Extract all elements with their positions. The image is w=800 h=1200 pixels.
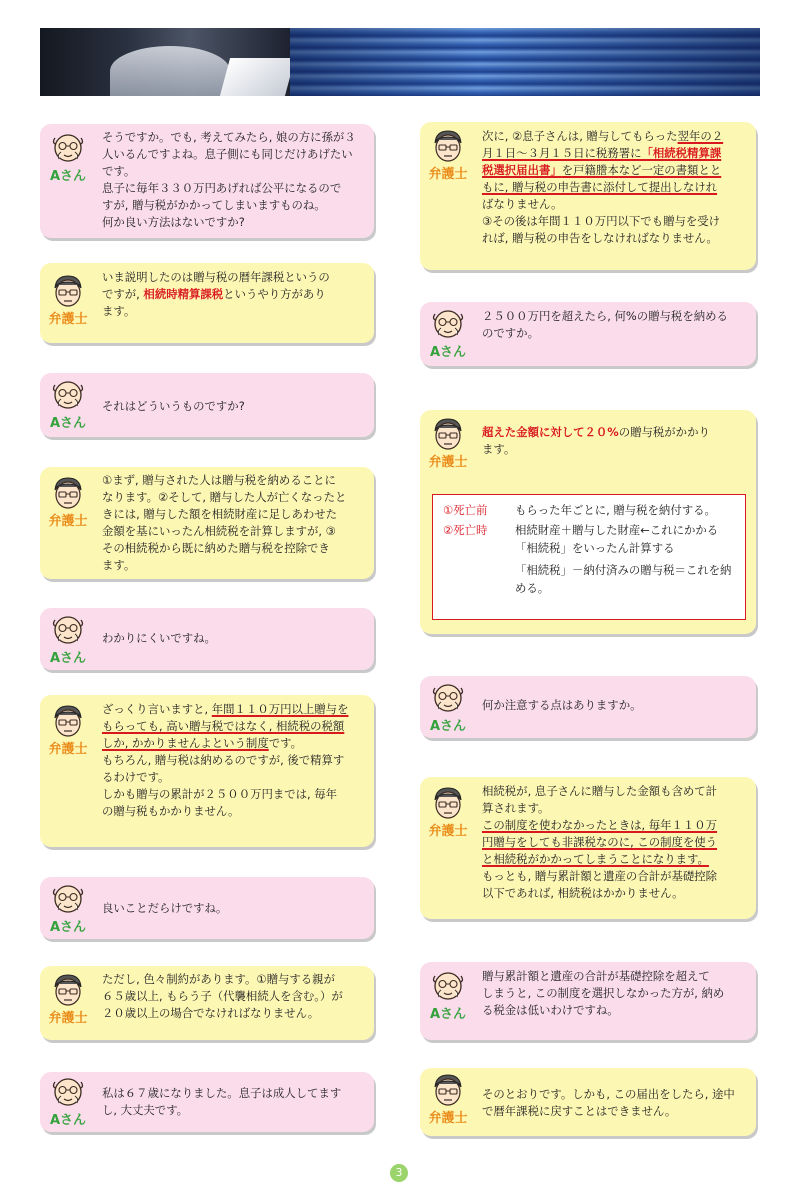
lawyer-face-icon <box>431 1072 465 1106</box>
note-label: ①死亡前 <box>443 503 488 517</box>
underlined-phrase: 円贈与をしても非課税なのに, この制度を使う <box>482 835 718 849</box>
speaker-name: Aさん <box>49 651 87 666</box>
dialogue-bubble <box>420 410 756 634</box>
dialogue-bubble <box>40 263 374 343</box>
dialogue-bubble <box>40 966 374 1040</box>
dialogue-bubble <box>40 608 374 670</box>
dialogue-text: いま説明したのは贈与税の暦年課税というの ですが, 相続時精算課税というやり方があり ます。 <box>102 270 330 318</box>
speaker-avatar <box>428 1072 472 1126</box>
speaker-name: Aさん <box>429 345 467 360</box>
lawyer-face-icon <box>431 416 465 450</box>
speaker-avatar <box>428 416 472 470</box>
lawyer-face-icon <box>431 128 465 162</box>
underlined-phrase: と相続税がかかってしまうことになります。 <box>482 852 709 866</box>
speaker-avatar <box>428 680 472 734</box>
highlight-term: 超えた金額に対して２０% <box>482 425 619 439</box>
lawyer-face-icon <box>51 972 85 1006</box>
speaker-name: 弁護士 <box>48 742 88 757</box>
dialogue-text: 贈与累計額と遺産の合計が基礎控除を超えて しまうと, この制度を選択しなかった方が, 納め る税金は低いわけですね。 <box>482 969 725 1017</box>
dialogue-bubble <box>40 695 374 847</box>
header-banner <box>40 28 760 96</box>
underlined-phrase: もに, 贈与税の申告書に添付して提出しなけれ <box>482 180 718 194</box>
underlined-phrase: この制度を使わなかったときは, 毎年１１０万 <box>482 818 718 832</box>
note-box: ①死亡前 もらった年ごとに, 贈与税を納付する。 ②死亡時 相続財産＋贈与した財産←これにかかる 「相続税」をいったん計算する 「相続税」－納付済みの贈与税＝これを納 める。 <box>432 494 746 620</box>
lawyer-face-icon <box>51 475 85 509</box>
dialogue-text: 私は６７歳になりました。息子は成人してます し, 大丈夫です。 <box>102 1086 342 1117</box>
dialogue-text: そのとおりです。しかも, この届出をしたら, 途中 で暦年課税に戻すことはできません。 <box>482 1087 735 1118</box>
speaker-avatar <box>48 130 92 184</box>
lawyer-face-icon <box>51 273 85 307</box>
dialogue-text: そうですか。でも, 考えてみたら, 娘の方に孫が３ 人いるんですよね。息子側にも同じだけあげたい です。 息子に毎年３３０万円あげれば公平になるので すが, 贈与税がかかってしまいますものね。 何か良い方法はないですか? <box>102 130 356 229</box>
speaker-name: Aさん <box>429 1007 467 1022</box>
dialogue-bubble <box>40 1072 374 1132</box>
client-face-icon <box>51 377 85 411</box>
speaker-name: 弁護士 <box>428 167 468 182</box>
highlight-term: 「相続税精算課 <box>641 146 722 160</box>
client-face-icon <box>51 130 85 164</box>
dialogue-text: ２５００万円を超えたら, 何%の贈与税を納める のですか。 <box>482 309 728 340</box>
speaker-avatar <box>428 306 472 360</box>
underlined-phrase: 年間１１０万円以上贈与を <box>211 702 349 716</box>
speaker-avatar <box>48 377 92 431</box>
highlight-term: 税選択届出書」 <box>482 163 562 177</box>
note-label: ②死亡時 <box>443 523 488 537</box>
underlined-phrase: しか, かかりませんよという制度 <box>102 736 269 750</box>
client-face-icon <box>51 612 85 646</box>
dialogue-text: 超えた金額に対して２０%の贈与税がかかり ます。 <box>482 425 710 456</box>
dialogue-text: ざっくり言いますと, 年間１１０万円以上贈与を もらっても, 高い贈与税ではなく, 相続税の税額 しか, かかりませんよという制度です。 もちろん, 贈与税は納めるのですが, 後で精算す るわけです。 しかも贈与の累計が２５００万円までは, 毎年 の贈与税もかかりません。 <box>102 701 364 820</box>
underlined-phrase: 月１日～３月１５日に税務署に <box>482 146 642 160</box>
speaker-avatar <box>48 703 92 757</box>
dialogue-bubble <box>420 122 756 270</box>
client-face-icon <box>431 680 465 714</box>
header-photo <box>40 28 290 96</box>
dialogue-text: ただし, 色々制約があります。①贈与する親が ６５歳以上, もらう子（代襲相続人を含む。）が ２０歳以上の場合でなければなりません。 <box>102 972 343 1020</box>
speaker-name: Aさん <box>49 416 87 431</box>
dialogue-bubble <box>40 877 374 939</box>
speaker-avatar <box>428 785 472 839</box>
dialogue-bubble <box>40 373 374 437</box>
dialogue-text: 何か注意する点はありますか。 <box>482 698 642 712</box>
dialogue-text: ①まず, 贈与された人は贈与税を納めることに なります。②そして, 贈与した人が亡くなったと きには, 贈与した額を相続財産に足しあわせた 金額を基にいったん相続税を計算しますが, ③ その相続税から既に納めた贈与税を控除でき ます。 <box>102 473 347 572</box>
speaker-name: Aさん <box>49 920 87 935</box>
page-number: 3 <box>390 1164 408 1182</box>
dialogue-text: 相続税が, 息子さんに贈与した金額も含めて計 算されます。 この制度を使わなかったときは, 毎年１１０万 円贈与をしても非課税なのに, この制度を使う と相続税がかかってしまうことになります。 もっとも, 贈与累計額と遺産の合計が基礎控除 以下であれば, 相続税はかかりません。 <box>482 783 746 902</box>
speaker-avatar <box>48 475 92 529</box>
header-blinds-image <box>290 28 760 96</box>
speaker-name: 弁護士 <box>48 1011 88 1026</box>
dialogue-bubble <box>420 676 756 738</box>
lawyer-face-icon <box>51 703 85 737</box>
dialogue-text: それはどういうものですか? <box>102 399 245 413</box>
speaker-avatar <box>48 881 92 935</box>
client-face-icon <box>431 968 465 1002</box>
speaker-name: Aさん <box>49 169 87 184</box>
dialogue-text: 良いことだらけですね。 <box>102 901 228 915</box>
speaker-name: Aさん <box>49 1113 87 1128</box>
client-face-icon <box>431 306 465 340</box>
client-face-icon <box>51 1074 85 1108</box>
speaker-name: 弁護士 <box>428 1111 468 1126</box>
speaker-avatar <box>48 972 92 1026</box>
lawyer-face-icon <box>431 785 465 819</box>
dialogue-text: 次に, ②息子さんは, 贈与してもらった翌年の２ 月１日～３月１５日に税務署に「相続税精算課 税選択届出書」を戸籍謄本など一定の書類とと もに, 贈与税の申告書に添付して提出しなけれ ばなりません。 ③その後は年間１１０万円以下でも贈与を受け れば, 贈与税の申告をしなければなりません。 <box>482 128 746 247</box>
dialogue-bubble <box>420 777 756 919</box>
speaker-avatar <box>48 612 92 666</box>
underlined-phrase: を戸籍謄本など一定の書類とと <box>561 163 722 177</box>
dialogue-bubble <box>40 124 374 238</box>
speaker-avatar <box>428 128 472 182</box>
dialogue-bubble <box>40 467 374 579</box>
speaker-avatar <box>428 968 472 1022</box>
dialogue-bubble <box>420 302 756 366</box>
highlight-term: 相続時精算課税 <box>143 287 224 301</box>
speaker-name: 弁護士 <box>428 824 468 839</box>
speaker-name: Aさん <box>429 719 467 734</box>
client-face-icon <box>51 881 85 915</box>
speaker-name: 弁護士 <box>428 455 468 470</box>
underlined-phrase: 翌年の２ <box>677 129 724 143</box>
dialogue-text: わかりにくいですね。 <box>102 631 216 645</box>
speaker-avatar <box>48 1074 92 1128</box>
dialogue-bubble <box>420 962 756 1040</box>
speaker-avatar <box>48 273 92 327</box>
dialogue-bubble <box>420 1068 756 1136</box>
underlined-phrase: もらっても, 高い贈与税ではなく, 相続税の税額 <box>102 719 345 733</box>
speaker-name: 弁護士 <box>48 312 88 327</box>
speaker-name: 弁護士 <box>48 514 88 529</box>
